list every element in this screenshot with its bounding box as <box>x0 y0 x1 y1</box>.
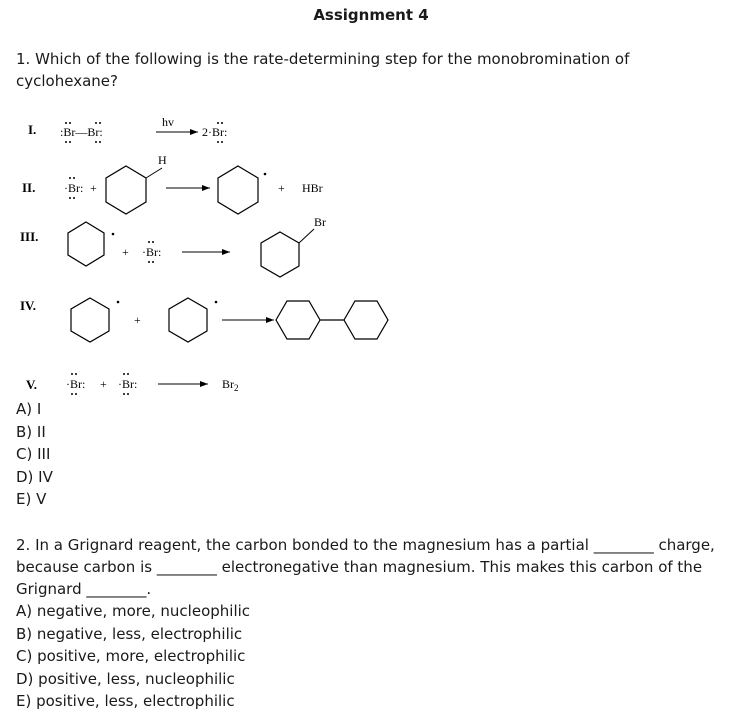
option-d[interactable]: D) IV <box>16 467 53 486</box>
plus-IV: + <box>134 313 141 327</box>
roman-III: III. <box>20 229 39 244</box>
question-2-options <box>16 600 250 713</box>
cyclohexane-II <box>106 166 146 214</box>
question-2 <box>16 534 728 600</box>
c-h-bond <box>146 168 162 178</box>
question-2-line-2: because carbon is ________ electronegative than magnesium. This makes this carbon of the <box>16 558 703 576</box>
br2-product <box>222 377 239 393</box>
question-2-line-1: 2. In a Grignard reagent, the carbon bonded to the magnesium has a partial ________ charge, <box>16 536 715 554</box>
question-1-line-1: 1. Which of the following is the rate-determining step for the monobromination of <box>16 50 630 68</box>
radical-dot-II <box>264 173 267 176</box>
c-br-bond <box>299 229 314 243</box>
plus-II: + <box>90 181 97 195</box>
br-radical-III: ·Br: <box>142 245 162 259</box>
bromocyclohexane <box>261 232 299 277</box>
q2-option-c[interactable]: C) positive, more, electrophilic <box>16 647 246 665</box>
option-b[interactable]: B) II <box>16 422 46 441</box>
br2-base: Br <box>222 377 234 391</box>
option-e[interactable]: E) V <box>16 490 47 508</box>
cyclohexyl-radical-II <box>218 166 258 214</box>
option-c[interactable]: C) III <box>16 445 51 463</box>
roman-II: II. <box>22 180 36 195</box>
q2-option-a[interactable]: A) negative, more, nucleophilic <box>16 602 251 620</box>
question-2-line-3: Grignard ________. <box>16 580 152 598</box>
radical-dot-III <box>112 233 115 236</box>
hbr-label: HBr <box>302 181 323 195</box>
q2-option-b[interactable]: B) negative, less, electrophilic <box>16 624 243 643</box>
br-radical-II: ·Br: <box>64 181 84 195</box>
hv-label: hv <box>162 115 174 129</box>
question-1-options <box>16 398 53 511</box>
radical-dot-IV-a <box>117 301 120 304</box>
reaction-scheme <box>16 112 406 402</box>
cyclohexyl-radical-III <box>68 222 104 266</box>
cyclohexyl-radical-IV-a <box>71 298 109 342</box>
br-br-molecule: :Br—Br: <box>60 125 103 139</box>
plus-V: + <box>100 377 107 391</box>
q2-option-e[interactable]: E) positive, less, electrophilic <box>16 692 235 710</box>
br-radical-V-b: ·Br: <box>118 377 138 391</box>
br2-subscript: 2 <box>234 383 239 393</box>
bicyclohexyl-ring-a <box>276 301 320 339</box>
assignment-title: Assignment 4 <box>313 6 429 24</box>
option-a[interactable]: A) I <box>16 400 42 418</box>
h-label: H <box>158 153 167 167</box>
roman-I: I. <box>28 122 37 137</box>
cyclohexyl-radical-IV-b <box>169 298 207 342</box>
br-radical-V-a: ·Br: <box>66 377 86 391</box>
bicyclohexyl-ring-b <box>344 301 388 339</box>
plus-II-product: + <box>278 181 285 195</box>
question-1 <box>16 48 716 92</box>
q2-option-d[interactable]: D) positive, less, nucleophilic <box>16 669 235 688</box>
br-substituent: Br <box>314 215 326 229</box>
question-1-line-2: cyclohexane? <box>16 72 118 90</box>
roman-V: V. <box>26 377 37 392</box>
radical-dot-IV-b <box>215 301 218 304</box>
two-br-radicals: 2·Br: <box>202 125 228 139</box>
plus-III: + <box>122 245 129 259</box>
roman-IV: IV. <box>20 298 37 313</box>
